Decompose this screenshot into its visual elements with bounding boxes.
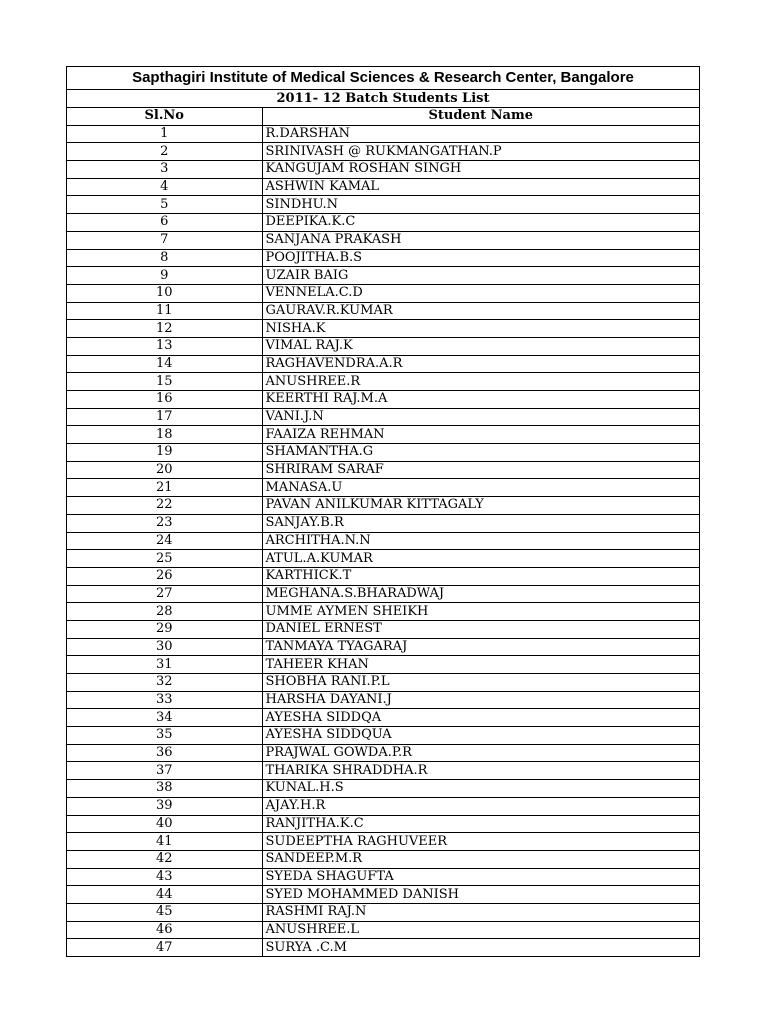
student-rows bbox=[67, 125, 699, 956]
serial-number-cell: 45 bbox=[67, 903, 262, 921]
student-table bbox=[67, 108, 699, 956]
student-name-cell: ANUSHREE.L bbox=[262, 921, 699, 939]
student-name-cell: TANMAYA TYAGARAJ bbox=[262, 638, 699, 656]
table-row bbox=[67, 143, 699, 161]
table-row bbox=[67, 373, 699, 391]
student-name-cell: R.DARSHAN bbox=[262, 125, 699, 143]
table-row bbox=[67, 709, 699, 727]
serial-number-cell: 2 bbox=[67, 143, 262, 161]
student-list-sheet bbox=[66, 66, 700, 957]
student-name-cell: PAVAN ANILKUMAR KITTAGALY bbox=[262, 497, 699, 515]
document-subtitle: 2011- 12 Batch Students List bbox=[67, 90, 699, 108]
table-row bbox=[67, 656, 699, 674]
serial-number-cell: 7 bbox=[67, 231, 262, 249]
serial-number-cell: 32 bbox=[67, 674, 262, 692]
table-row bbox=[67, 921, 699, 939]
student-name-cell: ARCHITHA.N.N bbox=[262, 532, 699, 550]
table-row bbox=[67, 815, 699, 833]
serial-number-cell: 19 bbox=[67, 444, 262, 462]
student-name-cell: UMME AYMEN SHEIKH bbox=[262, 603, 699, 621]
student-name-cell: RAGHAVENDRA.A.R bbox=[262, 355, 699, 373]
student-name-cell: ANUSHREE.R bbox=[262, 373, 699, 391]
table-row bbox=[67, 868, 699, 886]
student-name-cell: PRAJWAL GOWDA.P.R bbox=[262, 744, 699, 762]
serial-number-cell: 24 bbox=[67, 532, 262, 550]
table-row bbox=[67, 886, 699, 904]
table-row bbox=[67, 762, 699, 780]
student-name-cell: AJAY.H.R bbox=[262, 797, 699, 815]
table-row bbox=[67, 797, 699, 815]
table-row bbox=[67, 585, 699, 603]
student-name-cell: POOJITHA.B.S bbox=[262, 249, 699, 267]
serial-number-cell: 5 bbox=[67, 196, 262, 214]
serial-number-cell: 3 bbox=[67, 161, 262, 179]
student-name-cell: GAURAV.R.KUMAR bbox=[262, 302, 699, 320]
serial-number-cell: 46 bbox=[67, 921, 262, 939]
student-name-cell: AYESHA SIDDQUA bbox=[262, 727, 699, 745]
serial-number-cell: 39 bbox=[67, 797, 262, 815]
serial-number-cell: 18 bbox=[67, 426, 262, 444]
table-row bbox=[67, 196, 699, 214]
table-row bbox=[67, 744, 699, 762]
serial-number-cell: 40 bbox=[67, 815, 262, 833]
serial-number-cell: 30 bbox=[67, 638, 262, 656]
serial-number-cell: 14 bbox=[67, 355, 262, 373]
student-name-cell: KANGUJAM ROSHAN SINGH bbox=[262, 161, 699, 179]
serial-number-cell: 42 bbox=[67, 850, 262, 868]
serial-number-cell: 27 bbox=[67, 585, 262, 603]
student-name-cell: SRINIVASH @ RUKMANGATHAN.P bbox=[262, 143, 699, 161]
serial-number-cell: 17 bbox=[67, 408, 262, 426]
student-name-cell: MEGHANA.S.BHARADWAJ bbox=[262, 585, 699, 603]
serial-number-cell: 20 bbox=[67, 461, 262, 479]
student-name-cell: VANI.J.N bbox=[262, 408, 699, 426]
student-name-cell: RASHMI RAJ.N bbox=[262, 903, 699, 921]
serial-number-cell: 28 bbox=[67, 603, 262, 621]
student-name-cell: SINDHU.N bbox=[262, 196, 699, 214]
student-name-cell: DANIEL ERNEST bbox=[262, 620, 699, 638]
student-name-cell: MANASA.U bbox=[262, 479, 699, 497]
serial-number-cell: 15 bbox=[67, 373, 262, 391]
student-name-cell: KEERTHI RAJ.M.A bbox=[262, 391, 699, 409]
table-row bbox=[67, 833, 699, 851]
student-name-cell: DEEPIKA.K.C bbox=[262, 214, 699, 232]
table-row bbox=[67, 603, 699, 621]
table-row bbox=[67, 638, 699, 656]
serial-number-cell: 31 bbox=[67, 656, 262, 674]
serial-number-cell: 9 bbox=[67, 267, 262, 285]
table-row bbox=[67, 320, 699, 338]
table-row bbox=[67, 444, 699, 462]
table-row bbox=[67, 391, 699, 409]
serial-number-cell: 41 bbox=[67, 833, 262, 851]
table-row bbox=[67, 620, 699, 638]
student-name-cell: SURYA .C.M bbox=[262, 939, 699, 956]
serial-number-cell: 43 bbox=[67, 868, 262, 886]
serial-number-cell: 11 bbox=[67, 302, 262, 320]
serial-number-cell: 23 bbox=[67, 514, 262, 532]
student-name-cell: SHAMANTHA.G bbox=[262, 444, 699, 462]
serial-number-cell: 22 bbox=[67, 497, 262, 515]
serial-number-cell: 10 bbox=[67, 284, 262, 302]
student-name-cell: HARSHA DAYANI.J bbox=[262, 691, 699, 709]
table-row bbox=[67, 267, 699, 285]
student-name-cell: KUNAL.H.S bbox=[262, 780, 699, 798]
student-name-cell: NISHA.K bbox=[262, 320, 699, 338]
serial-number-cell: 36 bbox=[67, 744, 262, 762]
serial-number-cell: 33 bbox=[67, 691, 262, 709]
table-row bbox=[67, 780, 699, 798]
student-name-cell: TAHEER KHAN bbox=[262, 656, 699, 674]
table-row bbox=[67, 939, 699, 956]
serial-number-cell: 12 bbox=[67, 320, 262, 338]
table-header-row bbox=[67, 108, 699, 125]
table-row bbox=[67, 691, 699, 709]
serial-number-cell: 37 bbox=[67, 762, 262, 780]
student-name-cell: SYED MOHAMMED DANISH bbox=[262, 886, 699, 904]
table-row bbox=[67, 479, 699, 497]
student-name-cell: SHRIRAM SARAF bbox=[262, 461, 699, 479]
table-row bbox=[67, 532, 699, 550]
student-name-cell: SYEDA SHAGUFTA bbox=[262, 868, 699, 886]
student-name-cell: RANJITHA.K.C bbox=[262, 815, 699, 833]
student-name-cell: ASHWIN KAMAL bbox=[262, 178, 699, 196]
serial-number-cell: 21 bbox=[67, 479, 262, 497]
student-name-cell: THARIKA SHRADDHA.R bbox=[262, 762, 699, 780]
table-row bbox=[67, 337, 699, 355]
table-row bbox=[67, 302, 699, 320]
serial-number-cell: 4 bbox=[67, 178, 262, 196]
table-row bbox=[67, 161, 699, 179]
student-name-cell: UZAIR BAIG bbox=[262, 267, 699, 285]
table-row bbox=[67, 125, 699, 143]
serial-number-cell: 35 bbox=[67, 727, 262, 745]
serial-number-cell: 25 bbox=[67, 550, 262, 568]
table-row bbox=[67, 214, 699, 232]
student-name-cell: AYESHA SIDDQA bbox=[262, 709, 699, 727]
student-name-cell: SHOBHA RANI.P.L bbox=[262, 674, 699, 692]
table-row bbox=[67, 284, 699, 302]
student-name-cell: SANJANA PRAKASH bbox=[262, 231, 699, 249]
serial-number-cell: 34 bbox=[67, 709, 262, 727]
student-name-cell: ATUL.A.KUMAR bbox=[262, 550, 699, 568]
table-row bbox=[67, 426, 699, 444]
student-name-cell: VIMAL RAJ.K bbox=[262, 337, 699, 355]
serial-number-cell: 13 bbox=[67, 337, 262, 355]
table-row bbox=[67, 514, 699, 532]
column-header-student-name: Student Name bbox=[262, 108, 699, 125]
student-name-cell: SANDEEP.M.R bbox=[262, 850, 699, 868]
table-row bbox=[67, 461, 699, 479]
table-row bbox=[67, 727, 699, 745]
table-row bbox=[67, 178, 699, 196]
table-row bbox=[67, 674, 699, 692]
student-name-cell: SUDEEPTHA RAGHUVEER bbox=[262, 833, 699, 851]
student-name-cell: SANJAY.B.R bbox=[262, 514, 699, 532]
student-name-cell: FAAIZA REHMAN bbox=[262, 426, 699, 444]
column-header-sl-no: Sl.No bbox=[67, 108, 262, 125]
table-row bbox=[67, 355, 699, 373]
document-title: Sapthagiri Institute of Medical Sciences & Research Center, Bangalore bbox=[67, 67, 699, 90]
table-row bbox=[67, 497, 699, 515]
student-name-cell: KARTHICK.T bbox=[262, 567, 699, 585]
table-row bbox=[67, 903, 699, 921]
serial-number-cell: 8 bbox=[67, 249, 262, 267]
serial-number-cell: 6 bbox=[67, 214, 262, 232]
table-row bbox=[67, 231, 699, 249]
student-name-cell: VENNELA.C.D bbox=[262, 284, 699, 302]
serial-number-cell: 16 bbox=[67, 391, 262, 409]
table-row bbox=[67, 850, 699, 868]
serial-number-cell: 38 bbox=[67, 780, 262, 798]
table-row bbox=[67, 567, 699, 585]
serial-number-cell: 29 bbox=[67, 620, 262, 638]
serial-number-cell: 26 bbox=[67, 567, 262, 585]
serial-number-cell: 44 bbox=[67, 886, 262, 904]
serial-number-cell: 47 bbox=[67, 939, 262, 956]
table-row bbox=[67, 408, 699, 426]
table-row bbox=[67, 550, 699, 568]
table-row bbox=[67, 249, 699, 267]
serial-number-cell: 1 bbox=[67, 125, 262, 143]
